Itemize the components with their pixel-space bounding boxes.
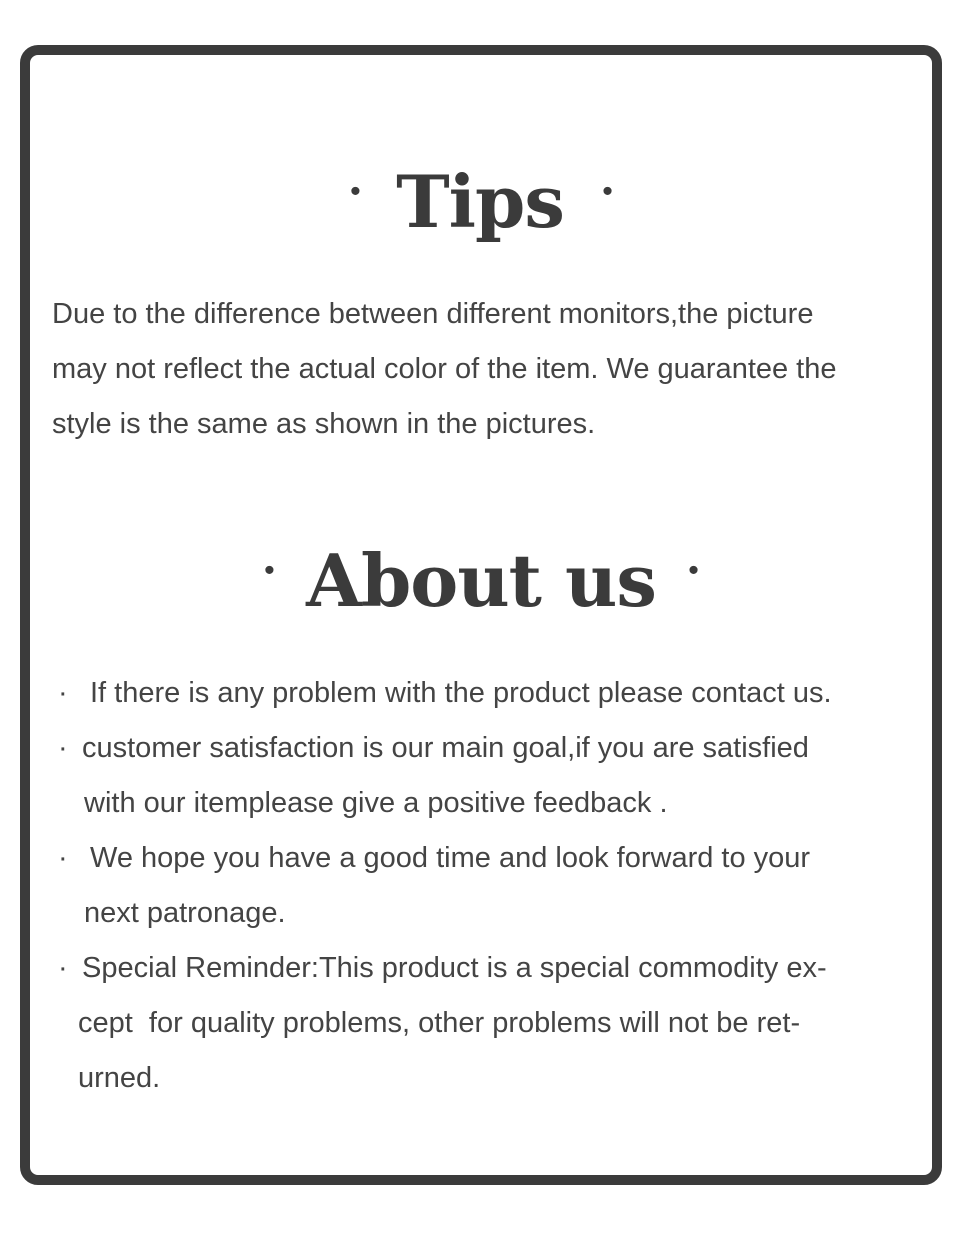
list-item-continuation: next patronage.: [84, 897, 286, 929]
list-item-continuation: with our itemplease give a positive feedback .: [84, 787, 668, 819]
list-item-text: customer satisfaction is our main goal,if you are satisfied: [82, 732, 809, 764]
list-item-continuation: cept for quality problems, other problems will not be ret-: [78, 1007, 801, 1039]
tips-line: Due to the difference between different monitors,the picture: [52, 298, 814, 330]
list-item: [52, 831, 832, 941]
bullet-dot: ·: [58, 677, 68, 709]
list-item-text: We hope you have a good time and look forward to your: [90, 842, 811, 874]
bullet-dot: ·: [58, 732, 68, 764]
list-item: [52, 941, 832, 1106]
tips-title: Tips: [396, 158, 564, 244]
about-us-heading: [30, 531, 932, 623]
list-item: [52, 721, 832, 831]
heading-dot-right: ·: [599, 165, 615, 217]
list-item-continuation: urned.: [78, 1062, 161, 1094]
heading-dot-right: ·: [685, 544, 701, 596]
tips-line: style is the same as shown in the pictures.: [52, 408, 596, 440]
bullet-dot: ·: [58, 842, 68, 874]
info-card: [20, 45, 942, 1185]
heading-dot-left: ·: [261, 544, 277, 596]
list-item-text: Special Reminder:This product is a special commodity ex-: [82, 952, 827, 984]
list-item-text: If there is any problem with the product please contact us.: [90, 677, 832, 709]
tips-line: may not reflect the actual color of the item. We guarantee the: [52, 353, 837, 385]
heading-dot-left: ·: [347, 165, 363, 217]
tips-paragraph: [52, 287, 837, 452]
bullet-dot: ·: [58, 952, 68, 984]
tips-heading: [30, 152, 932, 244]
about-us-title: About us: [306, 537, 656, 623]
about-us-list: [52, 666, 832, 1106]
list-item: [52, 666, 832, 721]
